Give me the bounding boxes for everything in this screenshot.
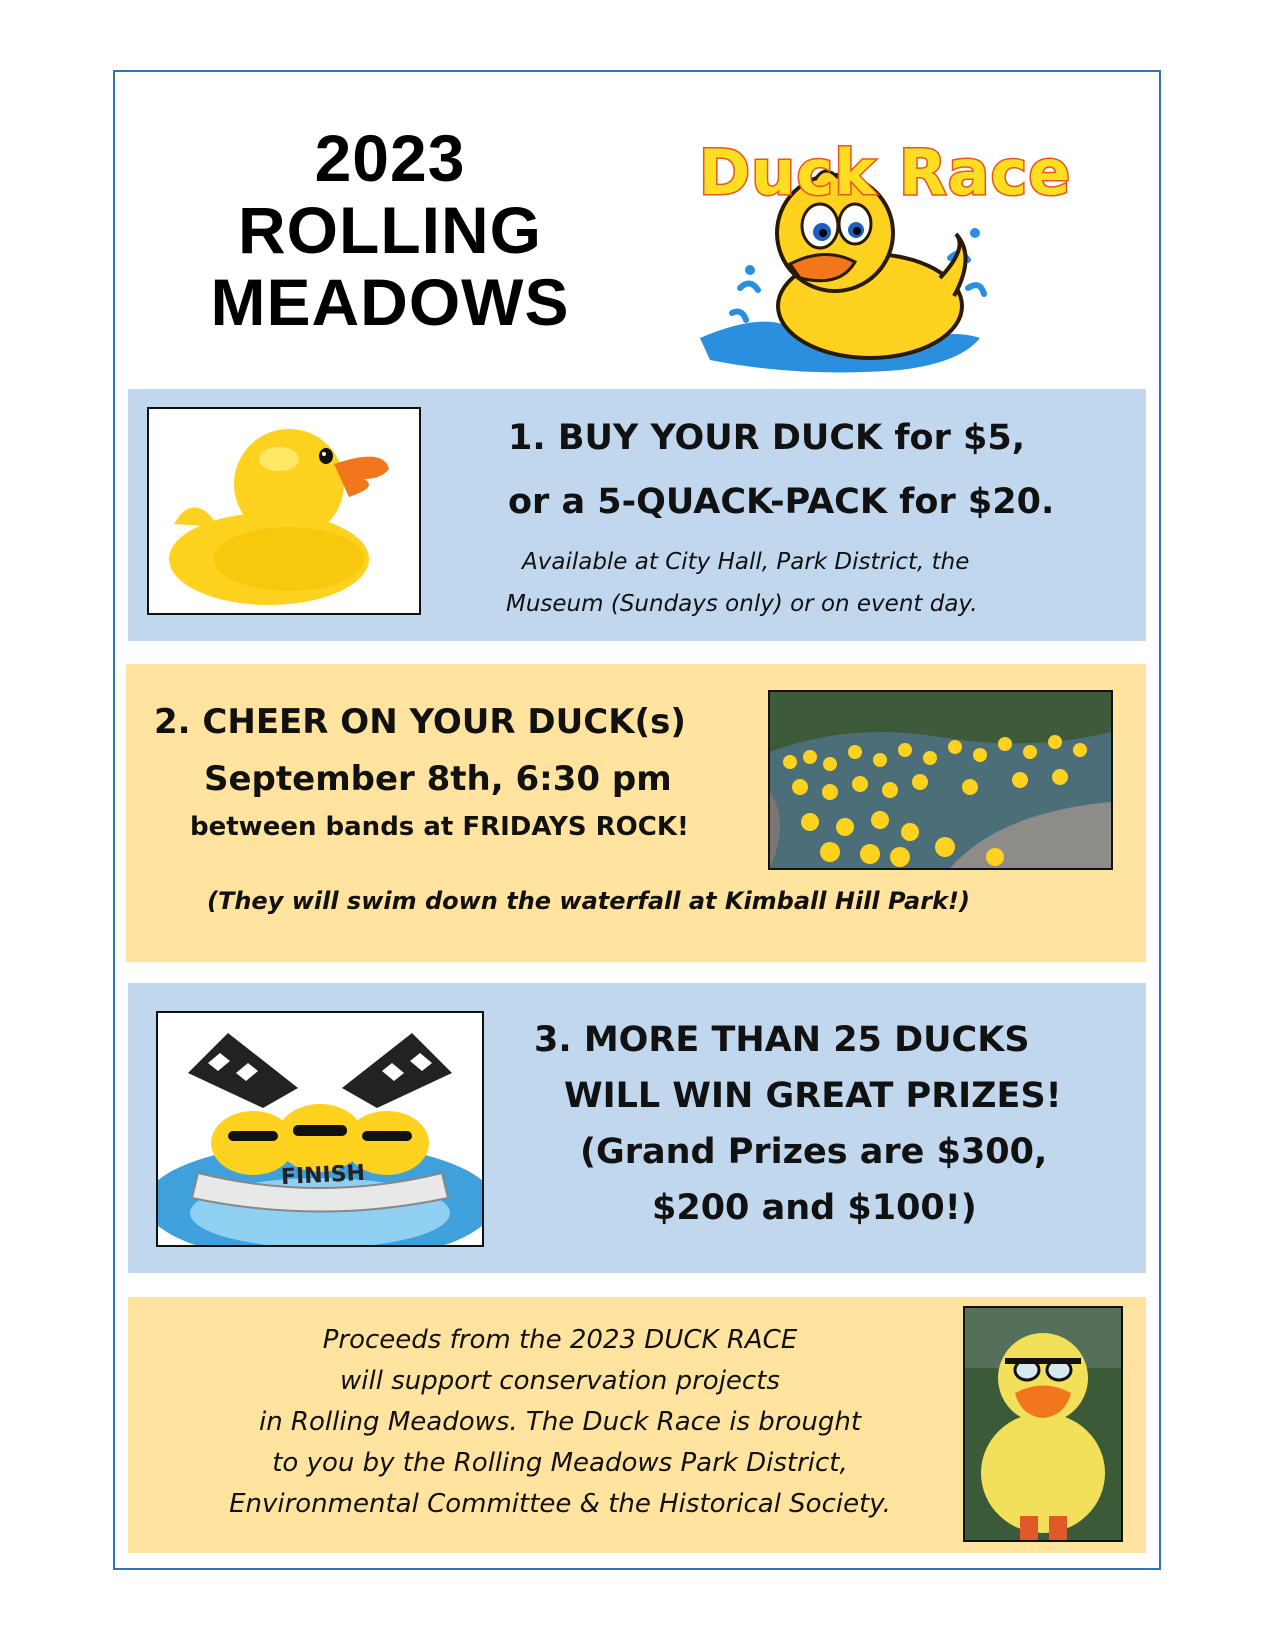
footer-line4: to you by the Rolling Meadows Park District, bbox=[272, 1448, 848, 1478]
step1-note-line2: Museum (Sundays only) or on event day. bbox=[506, 591, 978, 617]
footer-line2: will support conservation projects bbox=[340, 1366, 780, 1396]
step2-heading-line3: between bands at FRIDAYS ROCK! bbox=[190, 812, 689, 842]
title-line-meadows: MEADOWS bbox=[210, 265, 570, 339]
step2-heading-line1: 2. CHEER ON YOUR DUCK(s) bbox=[154, 702, 686, 742]
footer-line5: Environmental Committee & the Historical Society. bbox=[229, 1489, 891, 1519]
rubber-duck-photo bbox=[147, 407, 421, 615]
page-title bbox=[150, 122, 630, 338]
step2-heading-line2: September 8th, 6:30 pm bbox=[204, 759, 672, 799]
ducks-in-water-photo bbox=[768, 690, 1113, 870]
step3-heading-line4: $200 and $100!) bbox=[652, 1188, 977, 1228]
duck-race-logo bbox=[650, 138, 1120, 378]
finish-banner-text: FINISH bbox=[280, 1160, 366, 1191]
title-line-year: 2023 bbox=[314, 121, 466, 195]
footer-line1: Proceeds from the 2023 DUCK RACE bbox=[322, 1325, 798, 1355]
step2-note: (They will swim down the waterfall at Kimball Hill Park!) bbox=[207, 887, 970, 915]
step3-heading-line3: (Grand Prizes are $300, bbox=[580, 1132, 1048, 1172]
footer-line3: in Rolling Meadows. The Duck Race is brought bbox=[258, 1407, 862, 1437]
title-line-rolling: ROLLING bbox=[238, 193, 542, 267]
finish-ducks-illustration bbox=[156, 1011, 484, 1247]
step3-heading-line2: WILL WIN GREAT PRIZES! bbox=[564, 1076, 1062, 1116]
step3-heading-line1: 3. MORE THAN 25 DUCKS bbox=[534, 1020, 1030, 1060]
duck-race-logo-text: Duck Race bbox=[698, 136, 1072, 209]
duck-mascot-photo bbox=[963, 1306, 1123, 1542]
step1-heading-line2: or a 5-QUACK-PACK for $20. bbox=[508, 482, 1055, 522]
step1-heading-line1: 1. BUY YOUR DUCK for $5, bbox=[508, 418, 1026, 458]
step1-note-line1: Available at City Hall, Park District, the bbox=[522, 549, 970, 575]
